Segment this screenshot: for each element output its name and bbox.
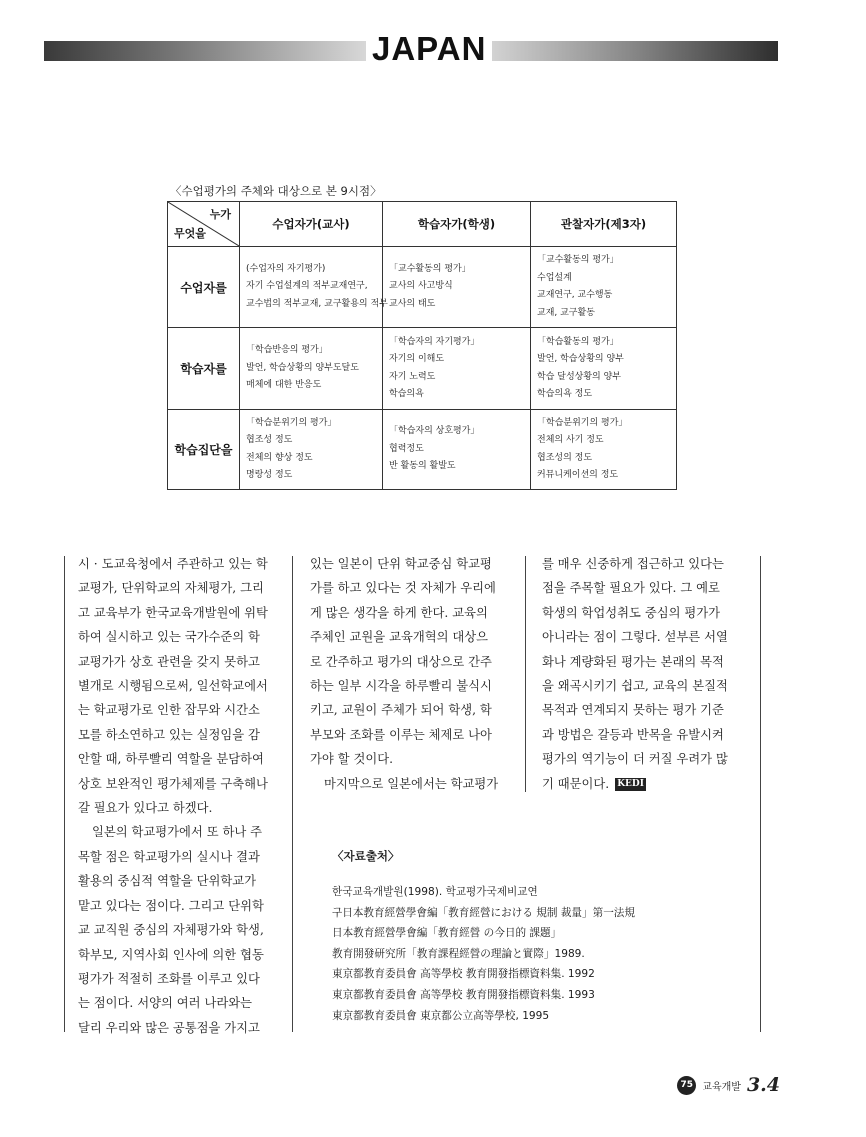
text-line: 맡고 있다는 점이다. 그리고 단위학 <box>78 898 264 913</box>
cell-line: 「교수활동의 평가」 <box>389 263 471 274</box>
cell-line: 학습 달성상황의 양부 <box>537 371 621 382</box>
text-line: 로 간주하고 평가의 대상으로 간주 <box>310 654 492 669</box>
text-line: 목할 점은 학교평가의 실시나 결과 <box>78 849 260 864</box>
cell-line: 협력정도 <box>389 443 424 454</box>
row-header-teacher-target: 수업자를 <box>168 247 240 328</box>
cell-line: 반 활동의 활발도 <box>389 461 456 472</box>
cell-line: 「학습반응의 평가」 <box>246 345 328 356</box>
issue-number: 3.4 <box>746 1074 780 1096</box>
cell-line: 「학습분위기의 평가」 <box>246 417 337 428</box>
text-line: 모를 하소연하고 있는 실정임을 감 <box>78 727 260 742</box>
evaluation-table <box>167 201 677 490</box>
cell-line: 교재연구, 교수행동 <box>537 290 613 300</box>
table-cell <box>240 247 388 328</box>
cell-line: 교사의 사고방식 <box>389 281 453 292</box>
cell-line: 학습의욕 정도 <box>537 389 593 399</box>
body-column-1 <box>78 552 283 1040</box>
cell-line: 전체의 향상 정도 <box>246 452 313 463</box>
cell-line: 매체에 대한 반응도 <box>246 380 322 391</box>
reference-item: 東京都教育委員會 高等學校 教育開發指標資料集. 1992 <box>332 968 595 981</box>
corner-label-what: 무엇을 <box>174 227 206 240</box>
text-line: 있는 일본이 단위 학교중심 학교평 <box>310 557 492 571</box>
column-header-observer: 관찰자가(제3자) <box>531 202 677 247</box>
cell-line: 자기 노력도 <box>389 371 436 382</box>
table-cell <box>383 410 531 490</box>
cell-line: 교사의 태도 <box>389 298 436 309</box>
text-line: 하는 일부 시각을 하루빨리 불식시 <box>310 679 492 694</box>
column-rule-left <box>64 556 65 1032</box>
reference-item: 구日本教育經營學會編「教育經營における 規制 裁量」第一法規 <box>332 906 635 919</box>
end-mark-icon: KEDI <box>617 778 644 789</box>
cell-line: 협조성의 정도 <box>537 452 593 463</box>
table-cell <box>531 328 677 410</box>
corner-label-who: 누가 <box>209 208 231 221</box>
table-cell <box>240 410 383 490</box>
table-cell <box>383 328 531 410</box>
text-line-final <box>542 772 747 796</box>
text-line: 를 매우 신중하게 접근하고 있다는 <box>542 557 724 571</box>
column-header-teacher: 수업자가(교사) <box>240 202 383 247</box>
table-cell <box>531 247 677 328</box>
column-rule-middle-2 <box>525 556 526 792</box>
text-line: 상호 보완적인 평가체제를 구축해나 <box>78 776 268 791</box>
column-rule-middle-1 <box>292 556 293 1032</box>
text-line: 게 많은 생각을 하게 한다. 교육의 <box>310 605 488 620</box>
cell-line: 자기 수업설계의 적부교재연구, <box>246 281 368 292</box>
references <box>332 848 635 1026</box>
text-line: 달리 우리와 많은 공통점을 가지고 <box>78 1020 260 1035</box>
cell-line: 협조성 정도 <box>246 435 293 445</box>
cell-line: 커뮤니케이션의 정도 <box>537 470 619 480</box>
cell-line: 교수법의 적부교재, 교구활용의 적부 <box>246 298 388 309</box>
body-column-2 <box>310 552 515 796</box>
cell-line: 발언, 학습상황의 양부 <box>537 354 624 364</box>
magazine-name: 교육개발 <box>702 1081 741 1093</box>
text-line: 주체인 교원을 교육개혁의 대상으 <box>310 630 489 645</box>
cell-line: 명랑성 정도 <box>246 470 293 480</box>
cell-line: 「학습자의 자기평가」 <box>389 336 480 347</box>
text-line: 마지막으로 일본에서는 학교평가 <box>324 776 499 791</box>
text-line: 하여 실시하고 있는 국가수준의 학 <box>78 630 260 645</box>
text-line: 시 · 도교육청에서 주관하고 있는 학 <box>78 557 268 571</box>
text-line: 는 학교평가로 인한 잡무와 시간소 <box>78 703 260 718</box>
text-line: 기 때문이다. <box>542 776 610 791</box>
cell-line: 「학습분위기의 평가」 <box>537 417 628 428</box>
text-line: 학부모, 지역사회 인사에 의한 협동 <box>78 947 264 962</box>
cell-line: 발언, 학습상황의 양부도달도 <box>246 362 359 373</box>
text-line: 교 교직원 중심의 자체평가와 학생, <box>78 923 264 938</box>
text-line: 가야 할 것이다. <box>310 752 393 767</box>
text-line: 갈 필요가 있다고 하겠다. <box>78 801 213 816</box>
text-line: 키고, 교원이 주체가 되어 학생, 학 <box>310 703 492 718</box>
reference-item: 東京都教育委員會 高等學校 教育開發指標資料集. 1993 <box>332 988 595 1001</box>
row-header-group-target: 학습집단을 <box>168 410 240 490</box>
text-line: 목적과 연계되지 못하는 평가 기준 <box>542 703 724 718</box>
cell-line: 「교수활동의 평가」 <box>537 255 619 265</box>
column-header-student: 학습자가(학생) <box>383 202 531 247</box>
column-rule-right <box>760 556 761 1032</box>
table-cell <box>383 247 531 328</box>
page-number-badge: 75 <box>677 1076 696 1095</box>
table-cell <box>531 410 677 490</box>
table-cell <box>240 328 383 410</box>
text-line: 고 교육부가 한국교육개발원에 위탁 <box>78 605 268 620</box>
text-line: 화나 계량화된 평가는 본래의 목적 <box>542 654 724 669</box>
cell-line: 학습의욕 <box>389 389 424 399</box>
cell-line: 「학습활동의 평가」 <box>537 336 619 347</box>
text-line: 아니라는 점이 그렇다. 섣부른 서열 <box>542 630 728 645</box>
text-line: 평가의 역기능이 더 커질 우려가 많 <box>542 752 728 767</box>
text-line: 별개로 시행됨으로써, 일선학교에서 <box>78 679 268 694</box>
text-line: 안할 때, 하루빨리 역할을 분담하여 <box>78 752 264 767</box>
cell-line: 전체의 사기 정도 <box>537 435 604 445</box>
text-line: 학생의 학업성취도 중심의 평가가 <box>542 605 721 620</box>
text-line: 교평가가 상호 관련을 갖지 못하고 <box>78 654 260 669</box>
text-line: 는 점이다. 서양의 여러 나라와는 <box>78 996 252 1011</box>
text-line: 교평가, 단위학교의 자체평가, 그리 <box>78 581 264 596</box>
reference-item: 教育開發研究所「教育課程經營の理論と實際」1989. <box>332 947 585 960</box>
table-caption: 〈수업평가의 주체와 대상으로 본 9시점〉 <box>170 184 382 198</box>
cell-line: 자기의 이해도 <box>389 354 445 364</box>
page-footer <box>677 1074 780 1096</box>
text-line: 점을 주목할 필요가 있다. 그 예로 <box>542 581 720 596</box>
cell-line: 「학습자의 상호평가」 <box>389 426 480 437</box>
cell-line: (수업자의 자기평가) <box>246 263 326 274</box>
text-line: 을 왜곡시키기 쉽고, 교육의 본질적 <box>542 679 728 694</box>
section-title: JAPAN <box>366 31 492 67</box>
text-line: 과 방법은 갈등과 반목을 유발시켜 <box>542 727 724 742</box>
text-line: 가를 하고 있다는 것 자체가 우리에 <box>310 581 496 596</box>
reference-item: 한국교육개발원(1998). 학교평가국제비교연 <box>332 886 538 898</box>
references-title: 〈자료출처〉 <box>332 849 400 863</box>
cell-line: 교재, 교구활동 <box>537 307 595 318</box>
table-corner-cell <box>168 202 240 247</box>
reference-item: 日本教育經營學會編「教育經營 の今日的 課題」 <box>332 927 562 940</box>
text-line: 평가가 적절히 조화를 이루고 있다 <box>78 971 260 986</box>
text-line: 활용의 중심적 역할을 단위학교가 <box>78 874 257 889</box>
cell-line: 수업설계 <box>537 272 572 283</box>
text-line: 부모와 조화를 이루는 체제로 나아 <box>310 727 492 742</box>
row-header-learner-target: 학습자를 <box>168 328 240 410</box>
body-column-3 <box>542 552 747 796</box>
reference-item: 東京都教育委員會 東京都公立高等學校, 1995 <box>332 1009 550 1022</box>
text-line: 일본의 학교평가에서 또 하나 주 <box>92 825 263 840</box>
